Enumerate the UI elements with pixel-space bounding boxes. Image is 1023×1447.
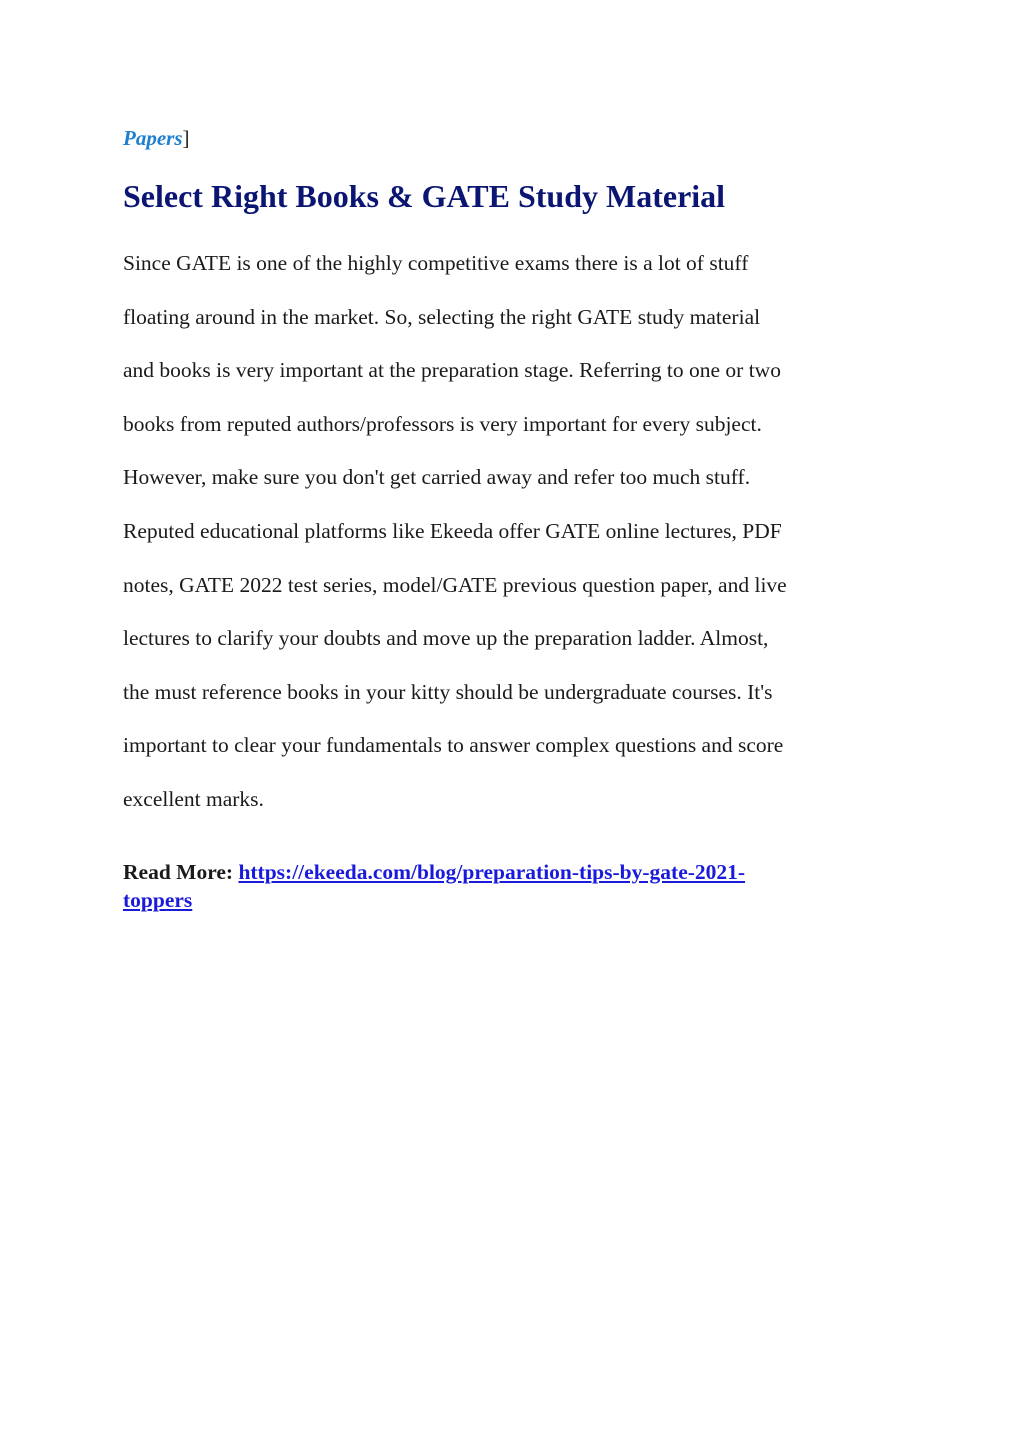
- breadcrumb-bracket: ]: [182, 126, 190, 150]
- paragraph-line: lectures to clarify your doubts and move up the preparation ladder. Almost,: [123, 626, 769, 651]
- paragraph-line: Reputed educational platforms like Ekeeda offer GATE online lectures, PDF: [123, 518, 782, 543]
- paragraph-line: Since GATE is one of the highly competitive exams there is a lot of stuff: [123, 251, 749, 275]
- read-more-label: Read More:: [123, 860, 234, 884]
- paragraph-line: and books is very important at the preparation stage. Referring to one or two: [123, 358, 781, 383]
- section-heading: Select Right Books & GATE Study Material: [123, 178, 726, 214]
- read-more-link-line2[interactable]: toppers: [123, 888, 193, 912]
- paragraph-line: notes, GATE 2022 test series, model/GATE previous question paper, and live: [123, 572, 787, 597]
- body-paragraph: [123, 248, 913, 838]
- read-more-link-line1[interactable]: https://ekeeda.com/blog/preparation-tips-by-gate-2021-: [238, 860, 746, 884]
- paragraph-line: important to clear your fundamentals to answer complex questions and score: [123, 733, 784, 758]
- paragraph-line: books from reputed authors/professors is very important for every subject.: [123, 411, 762, 436]
- papers-link[interactable]: Papers: [123, 126, 183, 150]
- breadcrumb: [123, 124, 190, 152]
- paragraph-line: floating around in the market. So, selecting the right GATE study material: [123, 304, 761, 329]
- paragraph-line: the must reference books in your kitty should be undergraduate courses. It's: [123, 679, 773, 704]
- read-more-block: [123, 858, 913, 914]
- paragraph-line: However, make sure you don't get carried away and refer too much stuff.: [123, 465, 751, 490]
- paragraph-line: excellent marks.: [123, 786, 264, 811]
